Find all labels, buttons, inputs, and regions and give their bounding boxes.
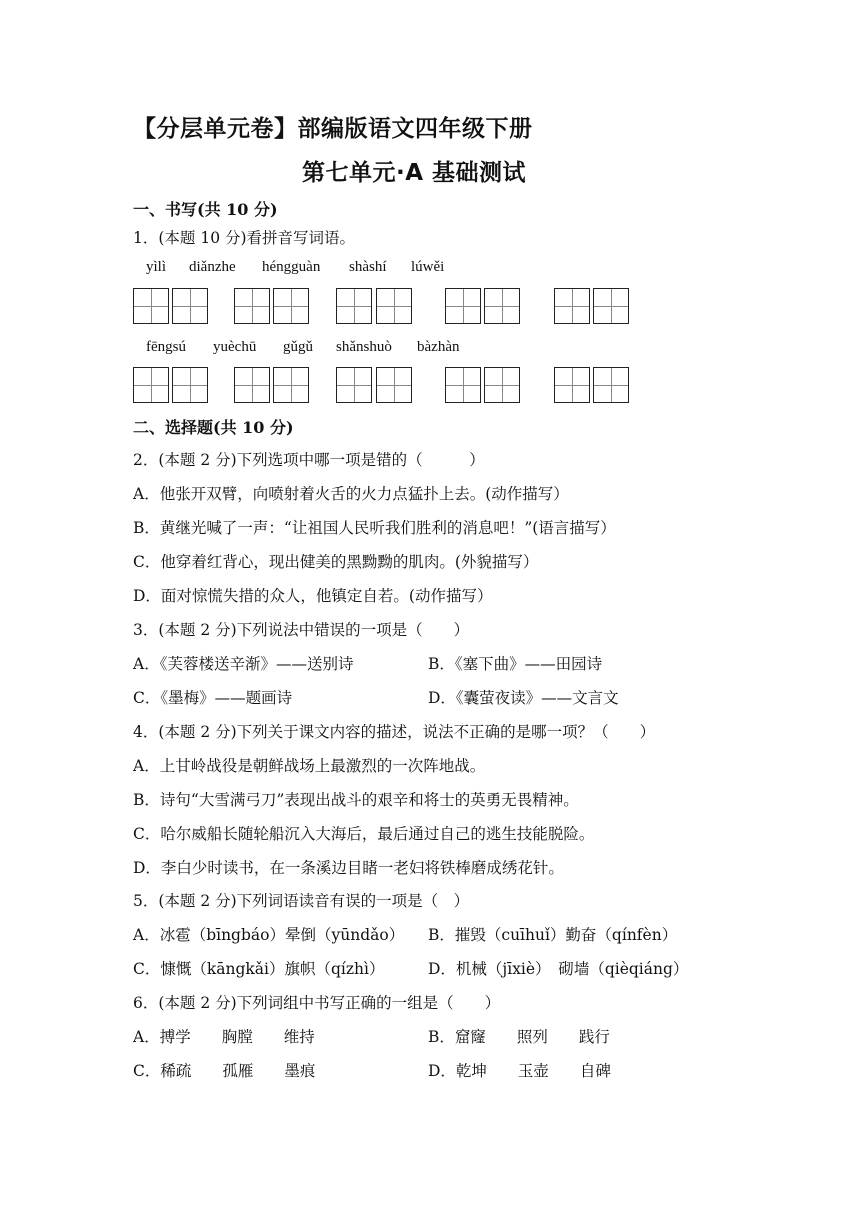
writing-box[interactable] [273, 288, 309, 324]
question-2-option-d[interactable]: D．面对惊慌失措的众人，他镇定自若。(动作描写） [133, 587, 493, 605]
writing-box[interactable] [376, 367, 412, 403]
question-3-stem: 3．(本题 2 分)下列说法中错误的一项是（ ） [133, 621, 470, 639]
question-3-option-d[interactable]: D．《囊萤夜读》——文言文 [428, 689, 619, 707]
writing-box[interactable] [484, 367, 520, 403]
writing-box[interactable] [336, 367, 372, 403]
writing-box[interactable] [554, 288, 590, 324]
question-6-option-c[interactable]: C．稀疏 孤雁 墨痕 [133, 1062, 316, 1080]
writing-box[interactable] [133, 288, 169, 324]
question-4-option-c[interactable]: C．哈尔威船长随轮船沉入大海后，最后通过自己的逃生技能脱险。 [133, 825, 595, 843]
writing-box[interactable] [593, 288, 629, 324]
section-heading-writing: 一、书写(共 10 分) [133, 200, 278, 219]
question-2-option-c[interactable]: C．他穿着红背心，现出健美的黑黝黝的肌肉。(外貌描写） [133, 553, 539, 571]
question-5-option-a[interactable]: A．冰雹（bīngbáo）晕倒（yūndǎo） [133, 926, 405, 944]
writing-box[interactable] [172, 367, 208, 403]
writing-box[interactable] [554, 367, 590, 403]
pinyin-label: fēngsú [146, 339, 186, 355]
question-2-option-a[interactable]: A．他张开双臂，向喷射着火舌的火力点猛扑上去。(动作描写） [133, 485, 569, 503]
question-4-stem: 4．(本题 2 分)下列关于课文内容的描述，说法不正确的是哪一项？（ ） [133, 723, 656, 741]
question-2-option-b[interactable]: B．黄继光喊了一声：“让祖国人民听我们胜利的消息吧！”(语言描写） [133, 519, 616, 537]
writing-box[interactable] [234, 367, 270, 403]
question-5-option-d[interactable]: D．机械（jīxiè） 砌墙（qièqiáng） [428, 960, 689, 978]
question-4-option-a[interactable]: A．上甘岭战役是朝鲜战场上最激烈的一次阵地战。 [133, 757, 486, 775]
question-3-option-a[interactable]: A．《芙蓉楼送辛渐》——送别诗 [133, 655, 354, 673]
writing-box[interactable] [172, 288, 208, 324]
pinyin-label: yìlì [146, 259, 167, 275]
pinyin-label: yuèchū [213, 339, 257, 355]
pinyin-label: shàshí [349, 259, 387, 275]
question-3-option-b[interactable]: B．《塞下曲》——田园诗 [428, 655, 603, 673]
question-3-option-c[interactable]: C．《墨梅》——题画诗 [133, 689, 293, 707]
question-6-option-d[interactable]: D．乾坤 玉壶 自碑 [428, 1062, 611, 1080]
pinyin-label: bàzhàn [417, 339, 460, 355]
writing-box[interactable] [593, 367, 629, 403]
pinyin-label: lúwěi [411, 259, 445, 275]
question-5-option-c[interactable]: C．慷慨（kāngkǎi）旗帜（qízhì） [133, 960, 385, 978]
question-1-stem: 1．(本题 10 分)看拼音写词语。 [133, 229, 356, 247]
pinyin-label: gǔgǔ [283, 339, 313, 355]
question-5-option-b[interactable]: B．摧毁（cuīhuǐ）勤奋（qínfèn） [428, 926, 678, 944]
pinyin-label: diǎnzhe [189, 259, 236, 275]
page-title: 【分层单元卷】部编版语文四年级下册 [133, 116, 533, 142]
writing-box[interactable] [273, 367, 309, 403]
question-6-stem: 6．(本题 2 分)下列词组中书写正确的一组是（ ） [133, 994, 501, 1012]
writing-box[interactable] [445, 288, 481, 324]
question-6-option-a[interactable]: A．搏学 胸膛 维持 [133, 1028, 315, 1046]
writing-box[interactable] [376, 288, 412, 324]
writing-box[interactable] [133, 367, 169, 403]
writing-box[interactable] [445, 367, 481, 403]
writing-box[interactable] [234, 288, 270, 324]
writing-box[interactable] [336, 288, 372, 324]
section-heading-choice: 二、选择题(共 10 分) [133, 418, 294, 437]
question-5-stem: 5．(本题 2 分)下列词语读音有误的一项是（ ） [133, 892, 470, 910]
question-4-option-d[interactable]: D．李白少时读书，在一条溪边目睹一老妇将铁棒磨成绣花针。 [133, 859, 564, 877]
writing-box[interactable] [484, 288, 520, 324]
question-6-option-b[interactable]: B．窟窿 照列 践行 [428, 1028, 610, 1046]
question-2-stem: 2．(本题 2 分)下列选项中哪一项是错的（ ） [133, 451, 485, 469]
page-subtitle: 第七单元·A 基础测试 [302, 160, 527, 186]
pinyin-label: héngguàn [262, 259, 321, 275]
pinyin-label: shǎnshuò [336, 339, 392, 355]
question-4-option-b[interactable]: B．诗句“大雪满弓刀”表现出战斗的艰辛和将士的英勇无畏精神。 [133, 791, 579, 809]
